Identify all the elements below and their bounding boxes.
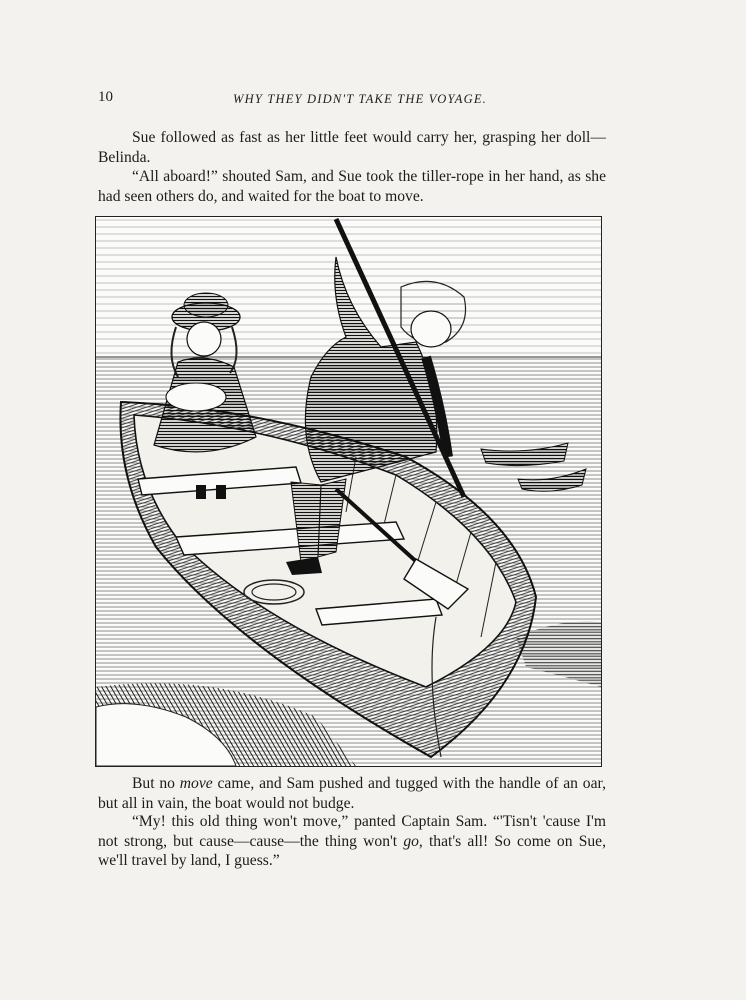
paragraph-3 <box>98 774 606 813</box>
engraving-illustration <box>95 216 602 767</box>
girl-shoe-left <box>196 485 206 499</box>
paragraph-4-post: , that's all! So come on Sue, we'll travel by land, I guess.” <box>98 832 606 869</box>
paragraph-4-em: go <box>403 832 419 850</box>
girl-face <box>187 322 221 356</box>
girl-shoe-right <box>216 485 226 499</box>
boy-face <box>411 311 451 347</box>
paragraph-3-em: move <box>179 775 213 792</box>
paragraph-2-text: “All aboard!” shouted Sam, and Sue took the tiller-rope in her hand, as she had seen others do, and waited for the boat to move. <box>98 168 606 205</box>
page-number: 10 <box>98 89 113 105</box>
paragraph-4-pre: “My! this old thing won't move,” panted Captain Sam. “'Tisn't 'cause I'm not strong, but cause—cause—the thing won't <box>98 813 606 850</box>
doll-belinda <box>166 383 226 411</box>
paragraph-4 <box>98 812 606 871</box>
paragraph-1 <box>98 128 606 167</box>
boat-children-engraving <box>96 217 601 766</box>
paragraph-1-text: Sue followed as fast as her little feet would carry her, grasping her doll—Belinda. <box>98 129 606 166</box>
paragraph-2 <box>98 167 606 206</box>
paragraph-3-post: came, and Sam pushed and tugged with the handle of an oar, but all in vain, the boat would not budge. <box>98 775 606 812</box>
running-head: WHY THEY DIDN'T TAKE THE VOYAGE. <box>233 92 487 106</box>
paragraph-3-pre: But no <box>132 775 180 792</box>
